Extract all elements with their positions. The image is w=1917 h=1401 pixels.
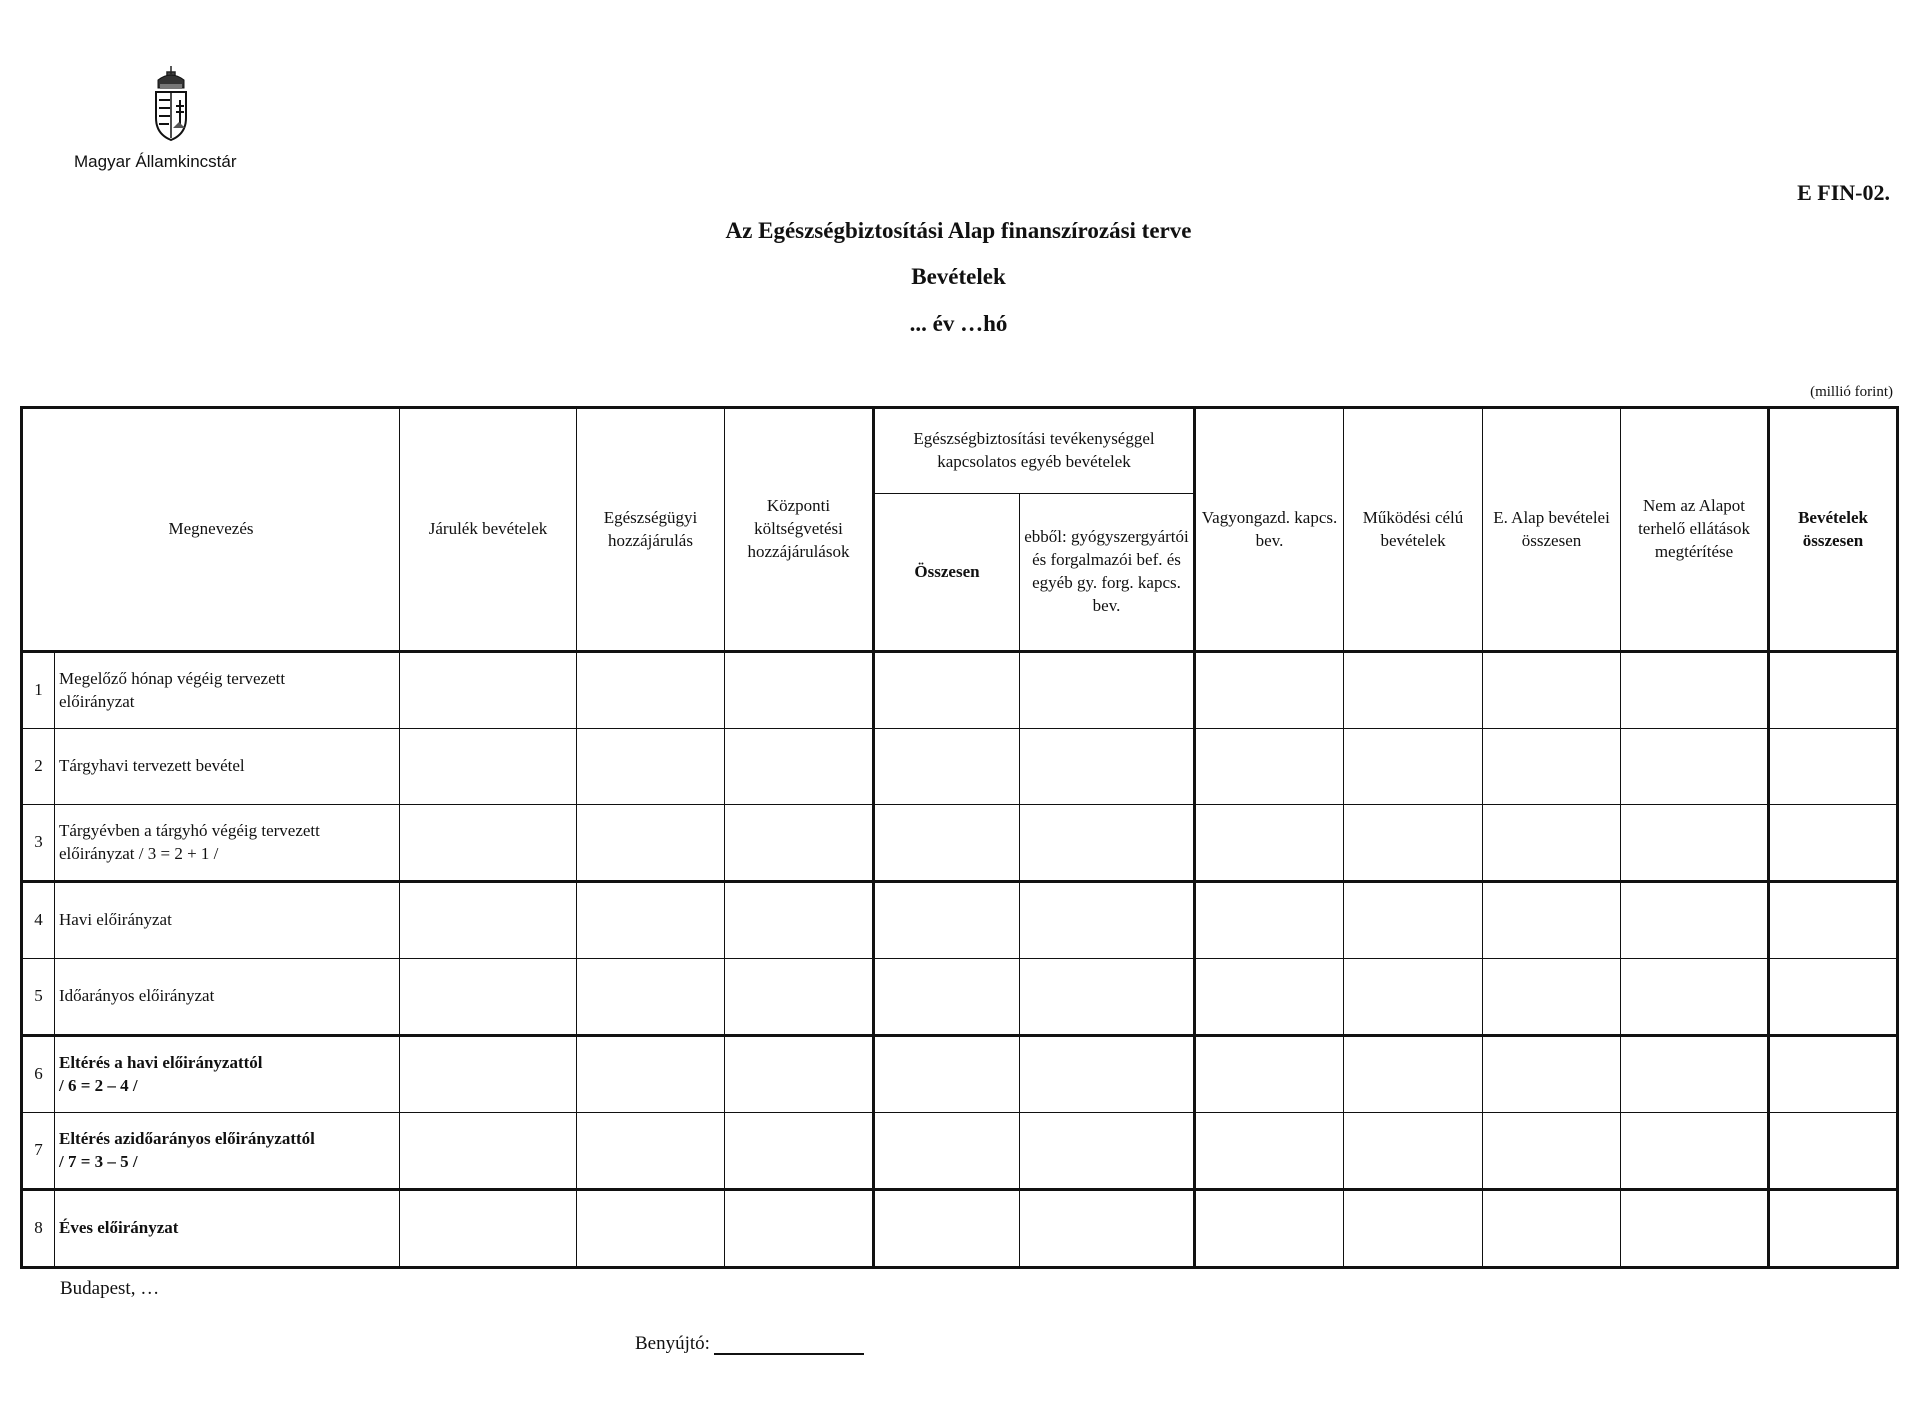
row-label-line1: Éves előirányzat bbox=[59, 1218, 179, 1238]
value-cell[interactable] bbox=[1483, 805, 1621, 882]
value-cell[interactable] bbox=[577, 959, 725, 1036]
row-label bbox=[55, 1190, 400, 1268]
row-number: 5 bbox=[22, 959, 55, 1036]
value-cell[interactable] bbox=[1344, 652, 1483, 729]
value-cell[interactable] bbox=[1195, 1113, 1344, 1190]
value-cell[interactable] bbox=[1195, 1036, 1344, 1113]
col-header-non-fund: Nem az Alapot terhelő ellátások megtérítése bbox=[1621, 408, 1769, 652]
value-cell[interactable] bbox=[1621, 729, 1769, 805]
value-cell[interactable] bbox=[725, 652, 874, 729]
row-label bbox=[55, 805, 400, 882]
value-cell[interactable] bbox=[1020, 959, 1195, 1036]
row-label-line2: előirányzat bbox=[59, 691, 135, 711]
value-cell[interactable] bbox=[577, 729, 725, 805]
table-row bbox=[22, 652, 1898, 729]
value-cell[interactable] bbox=[1621, 1113, 1769, 1190]
value-cell[interactable] bbox=[1195, 1190, 1344, 1268]
value-cell[interactable] bbox=[577, 1190, 725, 1268]
col-header-other-group: Egészségbiztosítási tevékenységgel kapcsolatos egyéb bevételek bbox=[874, 408, 1195, 494]
value-cell[interactable] bbox=[1621, 1190, 1769, 1268]
row-number: 7 bbox=[22, 1113, 55, 1190]
row-number: 8 bbox=[22, 1190, 55, 1268]
row-label-line1: Megelőző hónap végéig tervezett bbox=[59, 668, 286, 688]
value-cell[interactable] bbox=[725, 729, 874, 805]
submitter-label: Benyújtó: bbox=[635, 1333, 710, 1354]
row-label bbox=[55, 652, 400, 729]
value-cell[interactable] bbox=[725, 1190, 874, 1268]
row-label-line1: Havi előirányzat bbox=[59, 910, 172, 930]
value-cell[interactable] bbox=[874, 1036, 1020, 1113]
value-cell[interactable] bbox=[1483, 1113, 1621, 1190]
value-cell[interactable] bbox=[1020, 652, 1195, 729]
value-cell[interactable] bbox=[1020, 1113, 1195, 1190]
signature-line bbox=[714, 1335, 864, 1355]
value-cell[interactable] bbox=[400, 882, 577, 959]
value-cell[interactable] bbox=[577, 1113, 725, 1190]
value-cell[interactable] bbox=[577, 1036, 725, 1113]
value-cell[interactable] bbox=[1483, 652, 1621, 729]
value-cell[interactable] bbox=[400, 729, 577, 805]
form-code: E FIN-02. bbox=[1797, 180, 1890, 205]
revenue-plan-table bbox=[20, 406, 1899, 1269]
value-cell[interactable] bbox=[1769, 1113, 1898, 1190]
value-cell[interactable] bbox=[1344, 1113, 1483, 1190]
col-header-fund-total: E. Alap bevételei összesen bbox=[1483, 408, 1621, 652]
value-cell[interactable] bbox=[1621, 959, 1769, 1036]
value-cell[interactable] bbox=[1483, 1036, 1621, 1113]
value-cell[interactable] bbox=[1195, 652, 1344, 729]
value-cell[interactable] bbox=[1020, 1190, 1195, 1268]
document-subtitle: Bevételek bbox=[911, 264, 1006, 289]
value-cell[interactable] bbox=[874, 805, 1020, 882]
col-header-health-contribution: Egészségügyi hozzájárulás bbox=[577, 408, 725, 652]
row-number: 6 bbox=[22, 1036, 55, 1113]
col-header-revenue-total: Bevételek összesen bbox=[1769, 408, 1898, 652]
col-header-other-total: Összesen bbox=[874, 494, 1020, 652]
value-cell[interactable] bbox=[1195, 959, 1344, 1036]
value-cell[interactable] bbox=[1621, 882, 1769, 959]
value-cell[interactable] bbox=[1344, 882, 1483, 959]
value-cell[interactable] bbox=[400, 1113, 577, 1190]
value-cell[interactable] bbox=[400, 959, 577, 1036]
table-row bbox=[22, 1036, 1898, 1113]
value-cell[interactable] bbox=[725, 1113, 874, 1190]
row-label-line2: / 6 = 2 – 4 / bbox=[59, 1075, 138, 1095]
value-cell[interactable] bbox=[725, 959, 874, 1036]
value-cell[interactable] bbox=[874, 1190, 1020, 1268]
col-header-operating: Működési célú bevételek bbox=[1344, 408, 1483, 652]
value-cell[interactable] bbox=[1621, 805, 1769, 882]
value-cell[interactable] bbox=[1195, 805, 1344, 882]
col-header-other-pharma: ebből: gyógyszergyártói és forgalmazói bef. és egyéb gy. forg. kapcs. bev. bbox=[1020, 494, 1195, 652]
col-header-name: Megnevezés bbox=[22, 408, 400, 652]
table-row bbox=[22, 882, 1898, 959]
document-title: Az Egészségbiztosítási Alap finanszírozási terve bbox=[725, 218, 1192, 243]
row-label bbox=[55, 959, 400, 1036]
row-label-line1: Tárgyhavi tervezett bevétel bbox=[59, 756, 245, 776]
value-cell[interactable] bbox=[874, 729, 1020, 805]
value-cell[interactable] bbox=[577, 805, 725, 882]
value-cell[interactable] bbox=[1483, 729, 1621, 805]
value-cell[interactable] bbox=[874, 1113, 1020, 1190]
value-cell[interactable] bbox=[1483, 959, 1621, 1036]
value-cell[interactable] bbox=[1344, 805, 1483, 882]
reporting-period: ... év …hó bbox=[909, 311, 1008, 336]
hungarian-coat-of-arms-icon bbox=[150, 66, 192, 142]
table-row bbox=[22, 729, 1898, 805]
value-cell[interactable] bbox=[1020, 882, 1195, 959]
value-cell[interactable] bbox=[577, 652, 725, 729]
row-label bbox=[55, 729, 400, 805]
value-cell[interactable] bbox=[1769, 1036, 1898, 1113]
value-cell[interactable] bbox=[400, 805, 577, 882]
value-cell[interactable] bbox=[1769, 729, 1898, 805]
value-cell[interactable] bbox=[1621, 1036, 1769, 1113]
value-cell[interactable] bbox=[1769, 652, 1898, 729]
value-cell[interactable] bbox=[725, 805, 874, 882]
value-cell[interactable] bbox=[400, 1036, 577, 1113]
row-label-line2: előirányzat / 3 = 2 + 1 / bbox=[59, 843, 219, 863]
value-cell[interactable] bbox=[1344, 959, 1483, 1036]
row-number: 4 bbox=[22, 882, 55, 959]
table-row bbox=[22, 1190, 1898, 1268]
table-body bbox=[22, 652, 1898, 1268]
col-header-assets: Vagyongazd. kapcs. bev. bbox=[1195, 408, 1344, 652]
value-cell[interactable] bbox=[1621, 652, 1769, 729]
value-cell[interactable] bbox=[1769, 1190, 1898, 1268]
row-number: 3 bbox=[22, 805, 55, 882]
row-label bbox=[55, 1113, 400, 1190]
value-cell[interactable] bbox=[1344, 1036, 1483, 1113]
col-header-contributions: Járulék bevételek bbox=[400, 408, 577, 652]
row-number: 1 bbox=[22, 652, 55, 729]
value-cell[interactable] bbox=[400, 1190, 577, 1268]
value-cell[interactable] bbox=[874, 652, 1020, 729]
value-cell[interactable] bbox=[874, 959, 1020, 1036]
value-cell[interactable] bbox=[725, 882, 874, 959]
row-label-line1: Tárgyévben a tárgyhó végéig tervezett bbox=[59, 820, 320, 840]
value-cell[interactable] bbox=[577, 882, 725, 959]
value-cell[interactable] bbox=[1195, 729, 1344, 805]
unit-label: (millió forint) bbox=[1810, 384, 1893, 400]
value-cell[interactable] bbox=[1195, 882, 1344, 959]
table-row bbox=[22, 959, 1898, 1036]
value-cell[interactable] bbox=[1769, 805, 1898, 882]
row-label-line1: Időarányos előirányzat bbox=[59, 986, 215, 1006]
row-number: 2 bbox=[22, 729, 55, 805]
place-date: Budapest, … bbox=[60, 1278, 160, 1299]
table-row bbox=[22, 805, 1898, 882]
table-row bbox=[22, 1113, 1898, 1190]
value-cell[interactable] bbox=[725, 1036, 874, 1113]
submitter-block bbox=[635, 1333, 864, 1355]
value-cell[interactable] bbox=[1020, 1036, 1195, 1113]
value-cell[interactable] bbox=[1344, 1190, 1483, 1268]
value-cell[interactable] bbox=[1769, 959, 1898, 1036]
value-cell[interactable] bbox=[1020, 729, 1195, 805]
row-label bbox=[55, 882, 400, 959]
value-cell[interactable] bbox=[400, 652, 577, 729]
row-label-line1: Eltérés a havi előirányzattól bbox=[59, 1052, 263, 1072]
value-cell[interactable] bbox=[1483, 882, 1621, 959]
row-label-line1: Eltérés azidőarányos előirányzattól bbox=[59, 1128, 315, 1148]
col-header-central-budget: Központi költségvetési hozzájárulások bbox=[725, 408, 874, 652]
value-cell[interactable] bbox=[1020, 805, 1195, 882]
value-cell[interactable] bbox=[1344, 729, 1483, 805]
value-cell[interactable] bbox=[1769, 882, 1898, 959]
row-label bbox=[55, 1036, 400, 1113]
row-label-line2: / 7 = 3 – 5 / bbox=[59, 1151, 138, 1171]
issuer-name: Magyar Államkincstár bbox=[74, 152, 237, 171]
value-cell[interactable] bbox=[874, 882, 1020, 959]
value-cell[interactable] bbox=[1483, 1190, 1621, 1268]
